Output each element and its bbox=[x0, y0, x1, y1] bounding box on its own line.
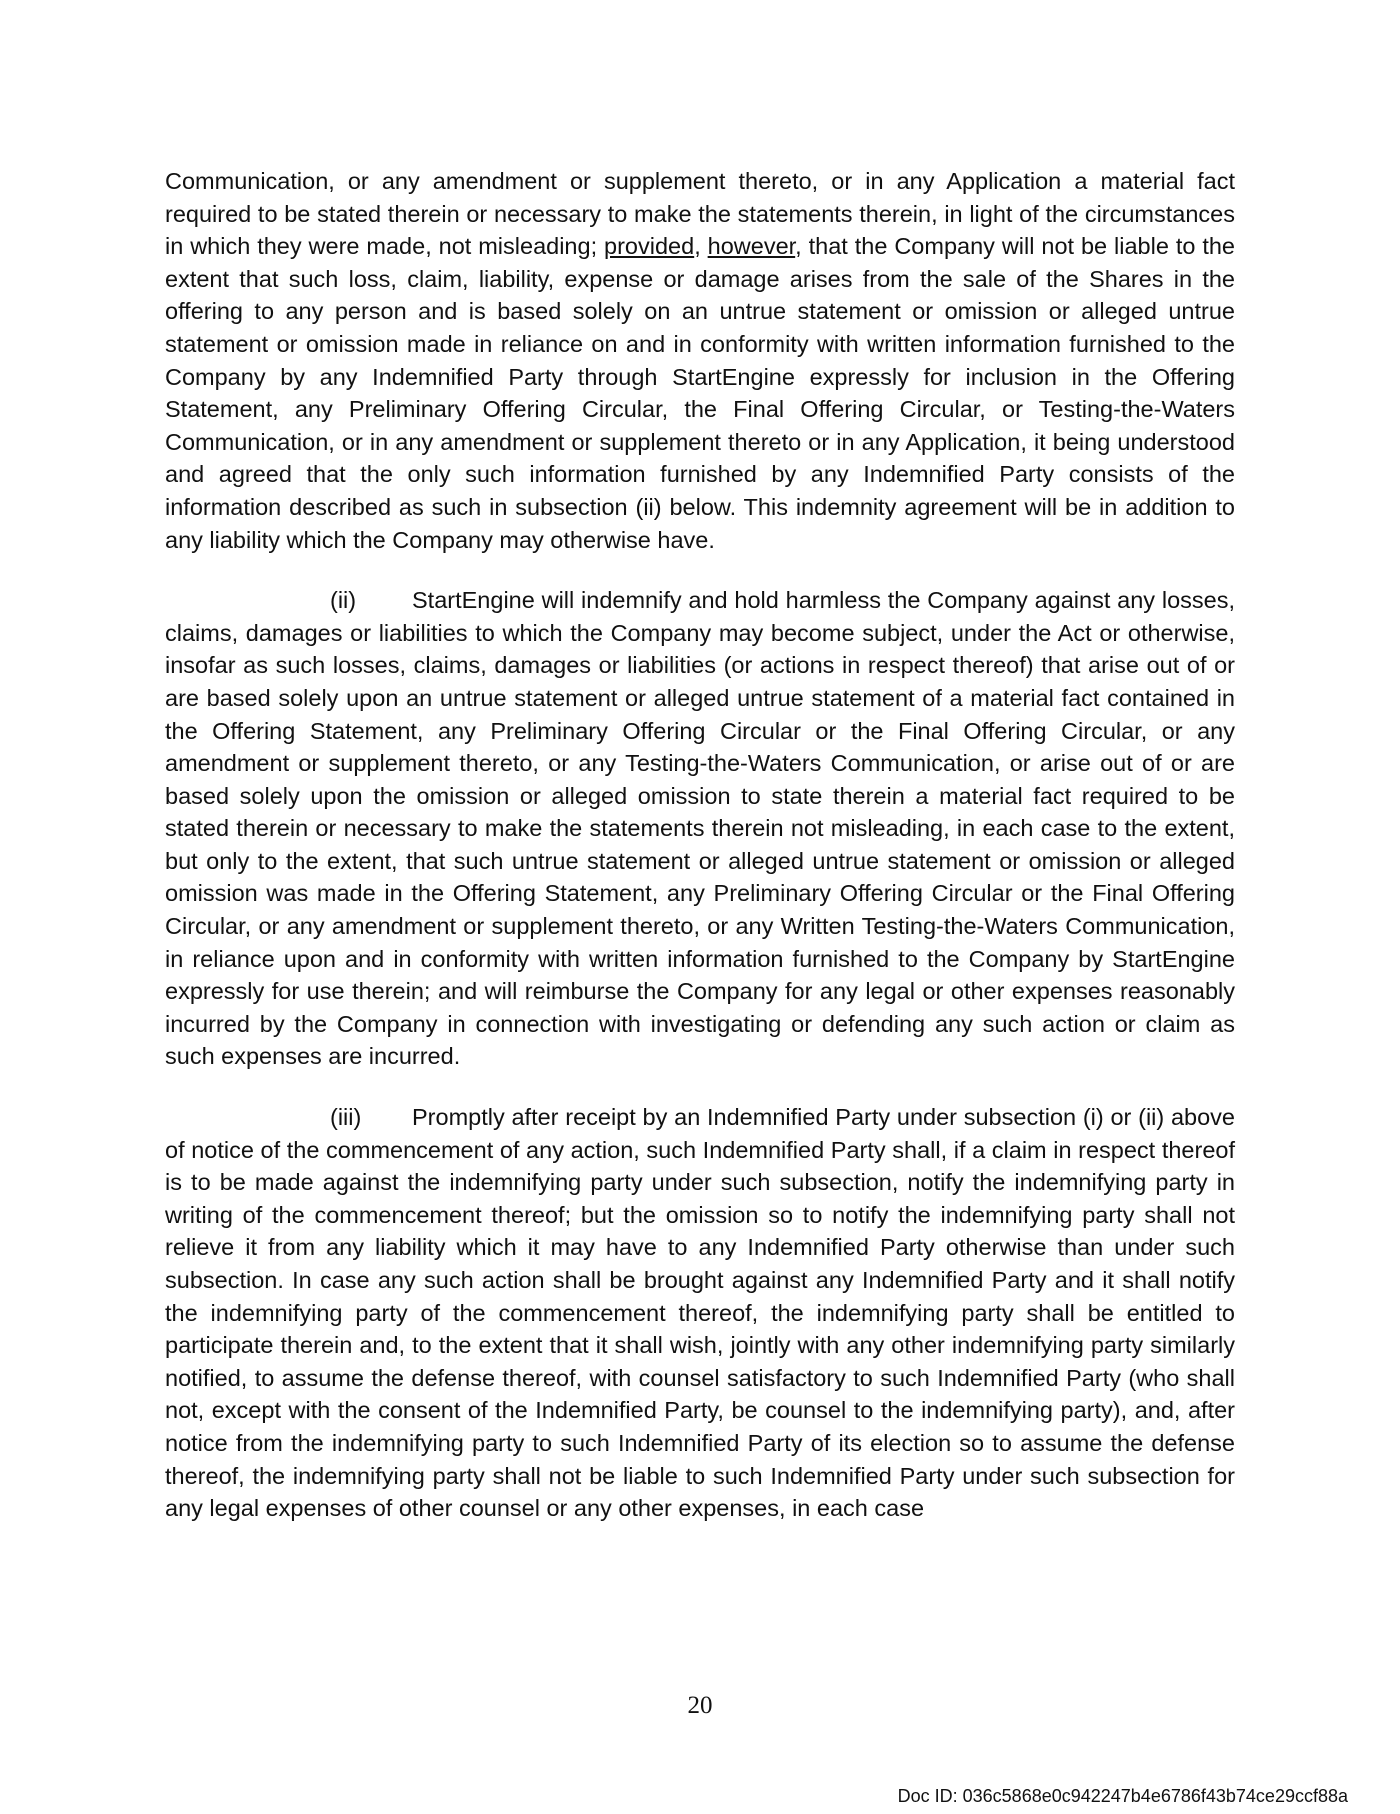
provided-term: provided bbox=[604, 233, 695, 260]
subsection-number: (ii) bbox=[330, 587, 357, 614]
paragraph-text-part2: , that the Company will not be liable to the extent that such loss, claim, liability, expense or damage arises from the sale of the Shares in the offering to any person and is based solely on an untrue statement or omission or alleged untrue statement or omission made in reliance on and in conformity with written information furnished to the Company by any Indemnified Party through StartEngine expressly for inclusion in the Offering Statement, any Preliminary Offering Circular, the Final Offering Circular, or Testing-the-Waters Communication, or in any amendment or supplement thereto or in any Application, it being understood and agreed that the only such information furnished by any Indemnified Party consists of the information described as such in subsection (ii) below. This indemnity agreement will be in addition to any liability which the Company may otherwise have. bbox=[165, 233, 1236, 553]
comma-separator: , bbox=[694, 233, 708, 260]
subsection-text: StartEngine will indemnify and hold harmless the Company against any losses, claims, damages or liabilities to which the Company may become subject, under the Act or otherwise, insofar as such losses, claims, damages or liabilities (or actions in respect thereof) that arise out of or are based solely upon an untrue statement or alleged untrue statement of a material fact contained in the Offering Statement, any Preliminary Offering Circular or the Final Offering Circular, or any amendment or supplement thereto, or any Testing-the-Waters Communication, or arise out of or are based solely upon the omission or alleged omission to state therein a material fact required to be stated therein or necessary to make the statements therein not misleading, in each case to the extent, but only to the extent, that such untrue statement or alleged untrue statement or omission or alleged omission was made in the Offering Statement, any Preliminary Offering Circular or the Final Offering Circular, or any amendment or supplement thereto, or any Written Testing-the-Waters Communication, in reliance upon and in conformity with written information furnished to the Company by StartEngine expressly for use therein; and will reimburse the Company for any legal or other expenses reasonably incurred by the Company in connection with investigating or defending any such action or claim as such expenses are incurred. bbox=[165, 587, 1235, 1070]
however-term: however bbox=[707, 233, 796, 260]
subsection-text: Promptly after receipt by an Indemnified Party under subsection (i) or (ii) above of notice of the commencement of any action, such Indemnified Party shall, if a claim in respect thereof is to be made against the indemnifying party under such subsection, notify the indemnifying party in writing of the commencement thereof; but the omission so to notify the indemnifying party shall not relieve it from any liability which it may have to any Indemnified Party otherwise than under such subsection. In case any such action shall be brought against any Indemnified Party and it shall notify the indemnifying party of the commencement thereof, the indemnifying party shall be entitled to participate therein and, to the extent that it shall wish, jointly with any other indemnifying party similarly notified, to assume the defense thereof, with counsel satisfactory to such Indemnified Party (who shall not, except with the consent of the Indemnified Party, be counsel to the indemnifying party), and, after notice from the indemnifying party to such Indemnified Party of its election so to assume the defense thereof, the indemnifying party shall not be liable to such Indemnified Party under such subsection for any legal expenses of other counsel or any other expenses, in each case bbox=[165, 1104, 1235, 1522]
paragraph-text-part1: Communication, or any amendment or supplement thereto, or in any Application a material fact required to be stated therein or necessary to make the statements therein, in light of the circumstances in which they were made, not misleading; bbox=[165, 168, 1235, 260]
paragraph-subsection-ii bbox=[165, 584, 1235, 1073]
doc-id-footer: Doc ID: 036c5868e0c942247b4e6786f43b74ce29ccf88a bbox=[897, 1786, 1348, 1806]
paragraph-continuation bbox=[165, 165, 1235, 556]
paragraph-subsection-iii bbox=[165, 1101, 1235, 1525]
subsection-number: (iii) bbox=[330, 1104, 362, 1131]
page-body bbox=[165, 165, 1235, 1525]
page-number: 20 bbox=[687, 1692, 713, 1719]
